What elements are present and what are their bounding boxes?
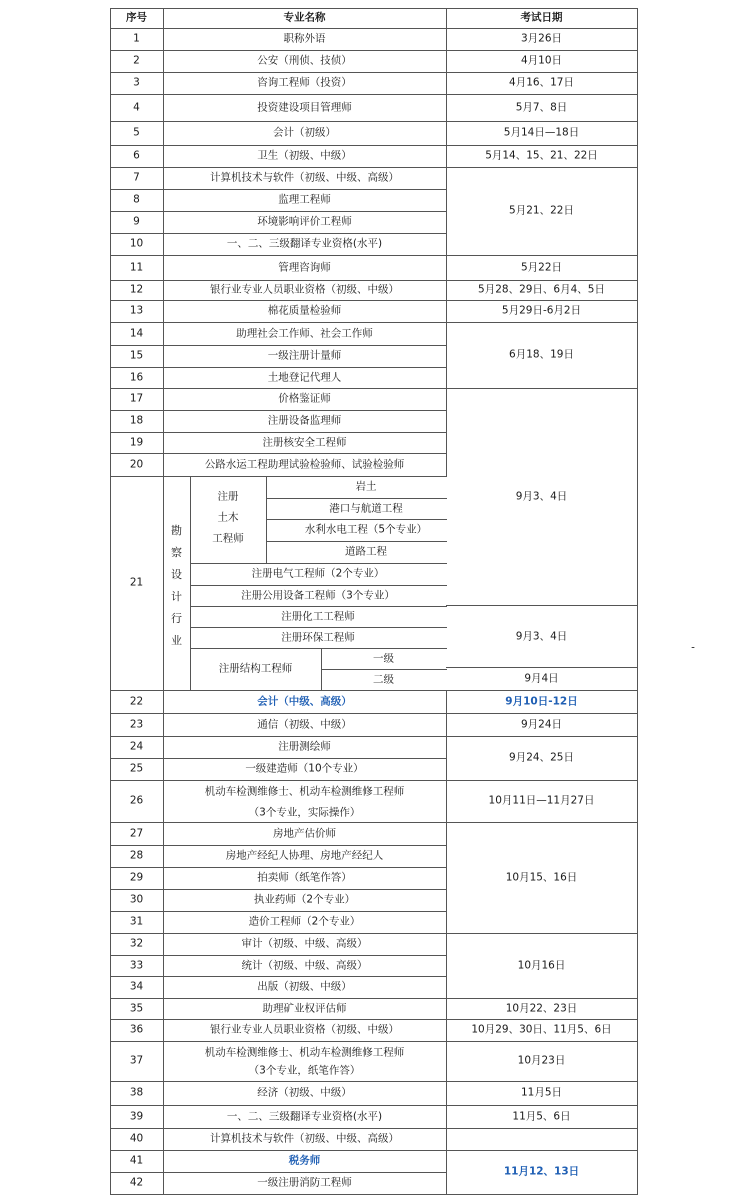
- major-name: 房地产经纪人协理、房地产经纪人: [225, 849, 384, 862]
- utility-engineer: 注册公用设备工程师（3个专业）: [241, 589, 395, 601]
- civil-item: 水利水电工程（5个专业）: [304, 523, 428, 536]
- exam-date: 5月28、29日、6月4、5日: [478, 283, 605, 296]
- category-char: 设: [171, 568, 182, 581]
- row-number: 37: [129, 1054, 144, 1067]
- major-name: 注册测绘师: [278, 740, 331, 753]
- civil-label: 工程师: [212, 532, 244, 545]
- exam-date: 5月14日—18日: [503, 126, 580, 139]
- major-name: 计算机技术与软件（初级、中级、高级）: [210, 1132, 399, 1145]
- major-name: 统计（初级、中级、高级）: [241, 959, 368, 971]
- row-number: 40: [129, 1132, 144, 1145]
- row-number: 35: [129, 1002, 144, 1014]
- major-name: 造价工程师（2个专业）: [248, 915, 361, 928]
- major-name: 审计（初级、中级、高级）: [241, 937, 368, 950]
- row-number: 18: [129, 414, 144, 427]
- row-number: 26: [129, 794, 144, 807]
- exam-date: 5月14、15、21、22日: [485, 149, 598, 162]
- major-name: 执业药师（2个专业）: [253, 893, 356, 906]
- exam-date: 3月26日: [520, 32, 563, 45]
- row-number: 2: [133, 54, 140, 67]
- exam-date: 10月15、16日: [505, 871, 578, 883]
- environmental-engineer: 注册环保工程师: [281, 631, 355, 643]
- major-name: 职称外语: [283, 32, 326, 45]
- major-name: 注册设备监理师: [267, 414, 342, 427]
- row-number: 20: [129, 458, 144, 470]
- civil-label: 土木: [217, 511, 239, 524]
- major-name: 土地登记代理人: [267, 371, 342, 383]
- chemical-engineer: 注册化工工程师: [281, 610, 355, 622]
- row-number: 23: [129, 718, 144, 730]
- major-name: 经济（初级、中级）: [257, 1086, 352, 1099]
- row-number: 28: [129, 849, 144, 862]
- exam-date: 6月18、19日: [509, 348, 574, 361]
- side-dash: -: [691, 641, 695, 654]
- major-name: 一、二、三级翻译专业资格(水平): [226, 1110, 383, 1122]
- exam-date: 11月12、13日: [503, 1165, 580, 1178]
- row-number: 3: [133, 76, 140, 89]
- category-char: 计: [171, 590, 182, 603]
- major-name: 出版（初级、中级）: [257, 980, 352, 993]
- civil-item: 港口与航道工程: [329, 502, 403, 514]
- category-char: 察: [171, 546, 182, 559]
- row-number: 21: [129, 576, 144, 589]
- exam-date: 10月29、30日、11月5、6日: [471, 1023, 612, 1036]
- civil-label: 注册: [217, 490, 239, 503]
- major-name: 机动车检测维修士、机动车检测维修工程师: [204, 785, 405, 798]
- category-char: 业: [171, 634, 182, 647]
- row-number: 14: [129, 327, 144, 339]
- exam-date: 5月7、8日: [515, 101, 568, 113]
- row-number: 29: [129, 871, 144, 884]
- exam-date: 10月11日—11月27日: [488, 794, 595, 807]
- exam-date: 5月21、22日: [509, 204, 574, 217]
- row-number: 19: [129, 436, 144, 448]
- major-name: 一级建造师（10个专业）: [245, 762, 364, 775]
- row-number: 13: [129, 304, 144, 317]
- row-number: 32: [129, 937, 144, 950]
- exam-date: 9月3、4日: [515, 630, 568, 643]
- exam-date: 5月29日-6月2日: [501, 304, 582, 317]
- major-name: 会计（初级）: [273, 126, 336, 139]
- exam-date: 10月23日: [517, 1054, 566, 1067]
- civil-item: 岩土: [355, 480, 377, 493]
- major-name-sub: （3个专业，纸笔作答）: [248, 1064, 361, 1077]
- major-name: 环境影响评价工程师: [257, 215, 352, 228]
- header-num: 序号: [126, 11, 147, 24]
- structural-engineer: 注册结构工程师: [218, 662, 293, 675]
- header-date: 考试日期: [520, 11, 563, 24]
- exam-date: 9月24、25日: [509, 751, 574, 764]
- header-major: 专业名称: [283, 11, 326, 24]
- exam-date: 9月10日-12日: [505, 695, 578, 707]
- major-name: 棉花质量检验师: [267, 304, 342, 317]
- structural-level-2: 二级: [373, 673, 394, 686]
- exam-date: 11月5日: [520, 1086, 563, 1099]
- row-number: 39: [129, 1110, 144, 1122]
- major-name: 一级注册消防工程师: [257, 1176, 352, 1189]
- major-name: 咨询工程师（投资）: [257, 76, 352, 89]
- major-name: 助理矿业权评估师: [262, 1002, 347, 1014]
- row-number: 24: [129, 740, 144, 753]
- major-name: 助理社会工作师、社会工作师: [236, 327, 373, 339]
- row-number: 42: [129, 1176, 144, 1189]
- row-number: 5: [133, 126, 140, 139]
- major-name: 银行业专业人员职业资格（初级、中级）: [210, 1023, 399, 1036]
- category-char: 勘: [171, 524, 182, 537]
- row-number: 41: [129, 1154, 144, 1167]
- row-number: 36: [129, 1023, 144, 1036]
- row-number: 11: [129, 261, 144, 273]
- major-name-sub: （3个专业，实际操作）: [248, 806, 361, 819]
- row-number: 16: [129, 371, 144, 383]
- major-name: 价格鉴证师: [278, 392, 331, 405]
- major-name: 监理工程师: [278, 193, 331, 206]
- major-name: 税务师: [288, 1154, 321, 1167]
- row-number: 12: [129, 283, 144, 296]
- exam-date: 10月16日: [517, 959, 566, 971]
- row-number: 9: [133, 215, 140, 228]
- row-number: 8: [133, 193, 140, 206]
- major-name: 一、二、三级翻译专业资格(水平): [226, 237, 383, 250]
- major-name: 房地产估价师: [273, 827, 336, 839]
- row-number: 25: [129, 762, 144, 775]
- exam-date: 9月4日: [524, 672, 559, 685]
- structural-level-1: 一级: [373, 652, 394, 665]
- row-number: 30: [129, 893, 144, 906]
- major-name: 拍卖师（纸笔作答）: [257, 871, 352, 884]
- row-number: 10: [129, 237, 144, 250]
- major-name: 会计（中级、高级）: [257, 695, 352, 707]
- major-name: 卫生（初级、中级）: [257, 149, 352, 162]
- row-number: 33: [129, 959, 144, 971]
- major-name: 计算机技术与软件（初级、中级、高级）: [210, 171, 399, 184]
- major-name: 公安（刑侦、技侦）: [257, 54, 352, 67]
- row-number: 4: [133, 101, 140, 113]
- row-number: 15: [129, 349, 144, 362]
- row-number: 7: [133, 171, 140, 184]
- exam-date: 4月16、17日: [509, 76, 574, 89]
- category-char: 行: [171, 612, 182, 625]
- exam-date: 10月22、23日: [505, 1002, 578, 1014]
- row-number: 34: [129, 980, 144, 993]
- major-name: 机动车检测维修士、机动车检测维修工程师: [204, 1046, 405, 1059]
- row-number: 27: [129, 827, 144, 839]
- row-number: 6: [133, 149, 140, 162]
- row-number: 22: [129, 695, 144, 707]
- row-number: 38: [129, 1086, 144, 1099]
- major-name: 一级注册计量师: [267, 349, 342, 362]
- row-number: 31: [129, 915, 144, 928]
- major-name: 注册核安全工程师: [262, 436, 347, 448]
- row-number: 1: [133, 32, 140, 45]
- civil-item: 道路工程: [345, 545, 387, 558]
- exam-date: 9月3、4日: [515, 490, 568, 503]
- major-name: 银行业专业人员职业资格（初级、中级）: [210, 283, 399, 296]
- major-name: 公路水运工程助理试验检验师、试验检验师: [204, 458, 405, 470]
- major-name: 通信（初级、中级）: [257, 718, 352, 730]
- exam-date: 9月24日: [520, 718, 563, 730]
- row-number: 17: [129, 392, 144, 405]
- exam-date: 4月10日: [520, 54, 563, 67]
- exam-date: 5月22日: [520, 261, 563, 273]
- major-name: 管理咨询师: [278, 261, 331, 273]
- major-name: 投资建设项目管理师: [257, 101, 352, 113]
- exam-date: 11月5、6日: [512, 1110, 571, 1122]
- electrical-engineer: 注册电气工程师（2个专业）: [251, 567, 385, 580]
